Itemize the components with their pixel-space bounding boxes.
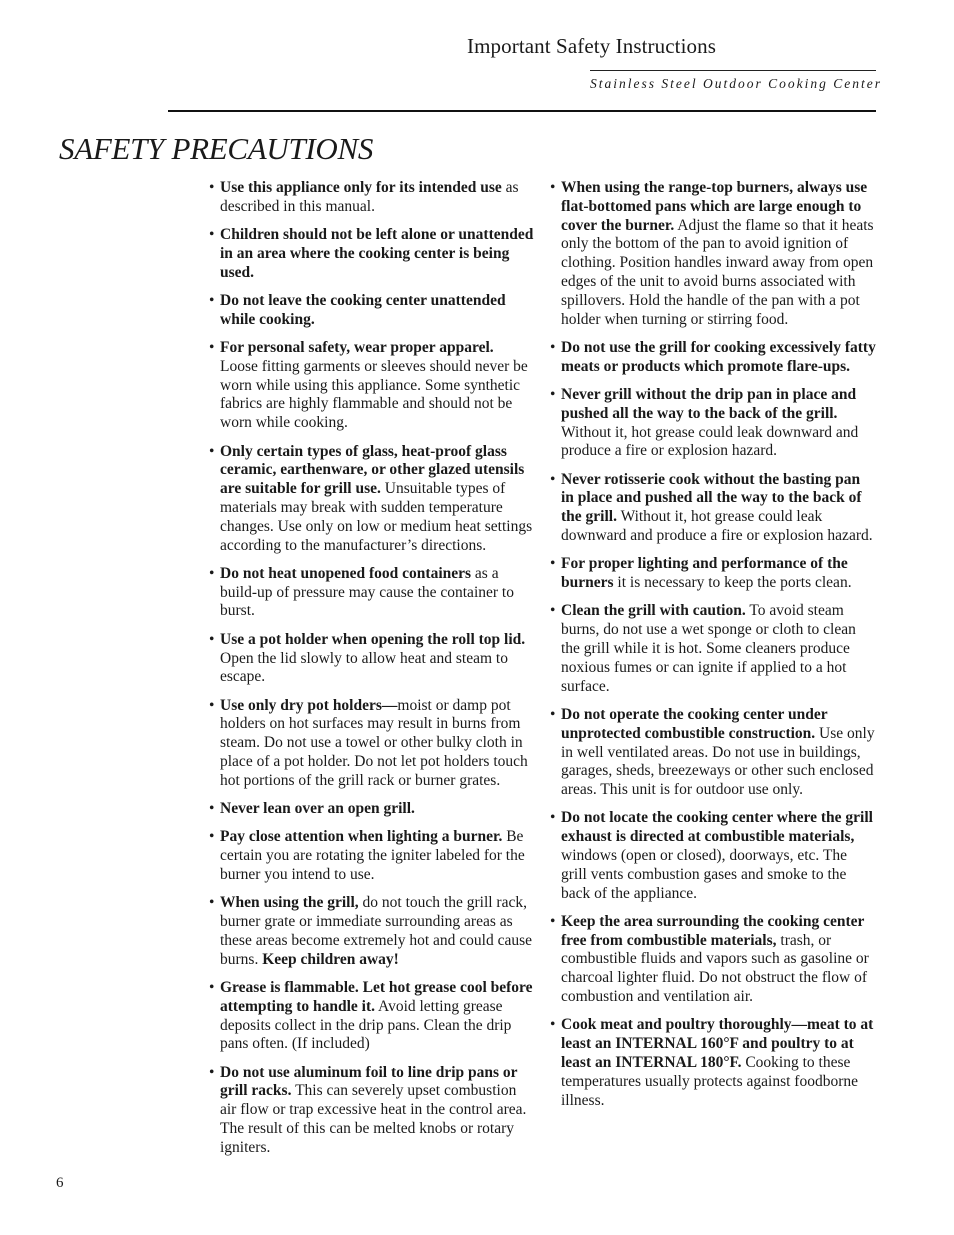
list-item [209,828,535,884]
list-item-bold: Use this appliance only for its intended use [220,179,502,196]
list-item-text: Adjust the flame so that it heats only the bottom of the pan to avoid ignition of clothing. Position handles inward away from open edges of the unit to avoid burns associated with spillovers. Hold the handle of the pan with a pot holder when turning or stirring food. [561,216,874,328]
list-item-bold: Grease is flammable. Let hot grease cool before attempting to handle it. [220,978,533,1015]
list-item-bold: Clean the grill with caution. [561,602,746,620]
list-item-bold: For personal safety, wear proper apparel. [220,339,494,357]
list-item-text: Loose fitting garments or sleeves should never be worn while using this appliance. Some synthetic fabrics are highly flammable and should not be worn while cooking. [220,357,528,432]
bullet-glyph: • [209,1063,215,1081]
bullet-glyph: • [550,912,556,930]
list-item-bold: When using the grill, [220,894,359,912]
list-item [209,179,535,217]
list-item-bold: Children should not be left alone or unattended in an area where the cooking center is being used. [220,226,534,281]
bullet-glyph: • [209,828,215,846]
list-item [209,697,535,791]
list-item-bold: Use a pot holder when opening the roll top lid. [220,630,526,648]
list-item-bold: For proper lighting and performance of the burners [561,555,848,592]
list-item [209,443,535,556]
bullet-glyph: • [209,564,215,582]
list-item-text: do not touch the grill rack, burner grate or immediate surrounding areas as these areas become extremely hot and could cause burns. [220,894,533,968]
list-item-text: Use only in well ventilated areas. Do not use in buildings, garages, sheds, breezeways or other such enclosed areas. This unit is for outdoor use only. [561,724,875,799]
list-item [550,386,876,461]
bullet-glyph: • [550,705,556,723]
header-subtitle: Stainless Steel Outdoor Cooking Center [590,76,882,91]
list-item-text: it is necessary to keep the ports clean. [613,574,852,592]
list-item [209,565,535,621]
list-item [550,471,876,546]
bullet-glyph: • [550,1016,556,1034]
list-item-text: moist or damp pot holders on hot surfaces may result in burns from steam. Do not use a towel or other bulky cloth in place of a pot holder. Do not let pot holders touch hot portions of the grill rack or burner grates. [220,696,528,789]
list-item-bold: Do not heat unopened food containers [220,564,472,582]
list-item [209,894,535,969]
list-item [209,979,535,1054]
list-item-text: Open the lid slowly to allow heat and steam to escape. [220,649,508,686]
header-rule-short [590,70,876,71]
bullet-glyph: • [550,602,556,620]
list-item-text: Unsuitable types of materials may break with sudden temperature changes. Use only on low or medium heat settings according to the manufacturer’s directions. [220,480,533,554]
list-item-bold: Keep the area surrounding the cooking center free from combustible materials, [561,912,865,949]
bullet-glyph: • [550,179,556,196]
list-item-bold: When using the range-top burners, always use flat-bottomed pans which are large enough to cover the burner. [561,179,868,234]
list-item-text: Cooking to these temperatures usually protects against foodborne illness. [561,1053,858,1109]
list-item [550,706,876,800]
list-item-text: Without it, hot grease could leak downward and produce a fire or explosion hazard. [561,508,873,545]
bullet-glyph: • [209,696,215,714]
list-item-text: Without it, hot grease could leak downward and produce a fire or explosion hazard. [561,423,859,460]
bullet-glyph: • [550,385,556,403]
list-item [550,809,876,903]
bullet-glyph: • [209,894,215,912]
list-item [550,602,876,696]
list-item-bold: Only certain types of glass, heat-proof glass ceramic, earthenware, or other glazed utensils are suitable for grill use. [220,442,525,498]
list-item-bold: Do not leave the cooking center unattended while cooking. [220,291,506,328]
bullet-glyph: • [209,630,215,648]
list-item-bold: Do not use aluminum foil to line drip pans or grill racks. [220,1063,518,1100]
list-item [550,1016,876,1110]
list-item-text: To avoid steam burns, do not use a wet sponge or cloth to clean the grill while it is hot. Some cleaners produce noxious fumes or can ignite if applied to a hot surface. [561,602,856,695]
list-item [209,1064,535,1158]
list-item-bold: Never rotisserie cook without the basting pan in place and pushed all the way to the back of the grill. [561,470,862,526]
list-item-text: This can severely upset combustion air flow or trap excessive heat in the control area. The result of this can be melted knobs or rotary igniters. [220,1082,527,1156]
page-heading: SAFETY PRECAUTIONS [59,131,374,166]
list-item [209,800,535,819]
bullet-glyph: • [550,555,556,573]
list-item-text: Avoid letting grease deposits collect in the drip pans. Clean the drip pans often. (If included) [220,997,512,1053]
list-item-bold: Pay close attention when lighting a burner. [220,828,503,846]
list-item-text: trash, or combustible fluids and vapors such as gasoline or charcoal lighter fluid. Do not obstruct the flow of combustion and ventilation air. [561,931,869,1006]
page-number: 6 [56,1175,64,1191]
list-item [209,631,535,687]
list-item-bold-suffix: Keep children away! [262,950,399,968]
list-item [209,339,535,433]
bullet-glyph: • [209,800,215,818]
list-item-text: windows (open or closed), doorways, etc. The grill vents combustion gases and smoke to the back of the appliance. [561,847,847,902]
list-item [550,913,876,1007]
header-rule-long [168,110,876,112]
list-item [550,179,876,329]
bullet-glyph: • [209,442,215,460]
bullet-glyph: • [209,978,215,996]
list-item-bold: Do not locate the cooking center where the grill exhaust is directed at combustible materials, [561,809,873,846]
bullet-glyph: • [209,339,215,357]
bullet-glyph: • [550,470,556,488]
bullet-glyph: • [550,809,556,827]
list-item [209,292,535,330]
list-item-text: Be certain you are rotating the igniter labeled for the burner you intend to use. [220,828,525,883]
list-item-text: as described in this manual. [220,179,519,215]
list-item-bold: Never grill without the drip pan in place and pushed all the way to the back of the grill. [561,385,857,422]
list-item [550,339,876,377]
list-item-bold: Use only dry pot holders— [220,696,398,714]
list-item-text: as a build-up of pressure may cause the container to burst. [220,564,514,620]
list-item-bold: Cook meat and poultry thoroughly—meat to at least an INTERNAL 160°F and poultry to at least an INTERNAL 180°F. [561,1016,874,1071]
list-item [209,226,535,282]
list-item-bold: Never lean over an open grill. [220,800,415,818]
left-column [209,179,535,1167]
bullet-glyph: • [209,226,215,244]
list-item-bold: Do not use the grill for cooking excessively fatty meats or products which promote flare-ups. [561,338,876,375]
list-item [550,555,876,593]
bullet-glyph: • [209,179,215,196]
bullet-glyph: • [550,338,556,356]
list-item-bold: Do not operate the cooking center under unprotected combustible construction. [561,705,828,742]
bullet-glyph: • [209,291,215,309]
header-title: Important Safety Instructions [467,34,717,58]
right-column [550,179,876,1120]
